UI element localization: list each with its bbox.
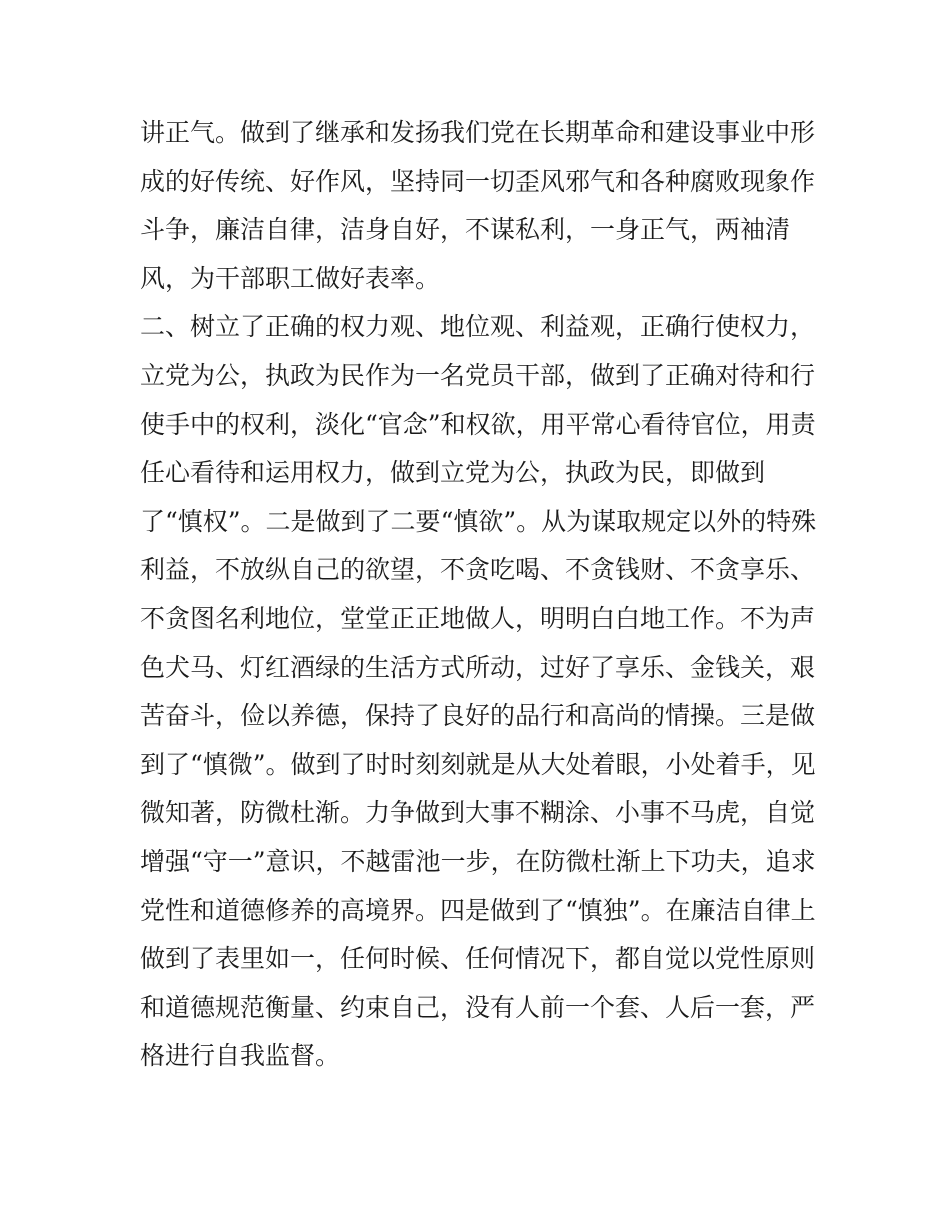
body-text — [140, 109, 830, 1081]
text-line: 微知著，防微杜渐。力争做到大事不糊涂、小事不马虎，自觉 — [140, 798, 816, 828]
text-line: 不贪图名利地位，堂堂正正地做人，明明白白地工作。不为声 — [140, 603, 816, 633]
text-line: 了“慎权”。二是做到了二要“慎欲”。从为谋取规定以外的特殊 — [140, 506, 817, 536]
text-line: 立党为公，执政为民作为一名党员干部，做到了正确对待和行 — [140, 360, 816, 390]
text-line: 色犬马、灯红酒绿的生活方式所动，过好了享乐、金钱关，艰 — [140, 652, 816, 682]
text-line: 成的好传统、好作风，坚持同一切歪风邪气和各种腐败现象作 — [140, 166, 816, 196]
text-line: 苦奋斗，俭以养德，保持了良好的品行和高尚的情操。三是做 — [140, 701, 816, 731]
text-line: 任心看待和运用权力，做到立党为公，执政为民，即做到 — [140, 458, 766, 488]
text-line: 增强“守一”意识，不越雷池一步，在防微杜渐上下功夫，追求 — [140, 846, 816, 876]
text-line: 党性和道德修养的高境界。四是做到了“慎独”。在廉洁自律上 — [140, 895, 816, 925]
text-line: 利益，不放纵自己的欲望，不贪吃喝、不贪钱财、不贪享乐、 — [140, 555, 816, 585]
text-line: 到了“慎微”。做到了时时刻刻就是从大处着眼，小处着手，见 — [140, 749, 816, 779]
text-line: 和道德规范衡量、约束自己，没有人前一个套、人后一套，严 — [140, 992, 816, 1022]
text-line: 做到了表里如一，任何时候、任何情况下，都自觉以党性原则 — [140, 944, 816, 974]
text-line: 使手中的权利，淡化“官念”和权欲，用平常心看待官位，用责 — [140, 409, 816, 439]
text-line: 讲正气。做到了继承和发扬我们党在长期革命和建设事业中形 — [140, 118, 816, 147]
text-line: 二、树立了正确的权力观、地位观、利益观，正确行使权力， — [140, 312, 816, 342]
text-line: 斗争，廉洁自律，洁身自好，不谋私利，一身正气，两袖清 — [140, 215, 791, 245]
text-line: 格进行自我监督。 — [140, 1041, 341, 1071]
text-line: 风，为干部职工做好表率。 — [140, 263, 441, 293]
